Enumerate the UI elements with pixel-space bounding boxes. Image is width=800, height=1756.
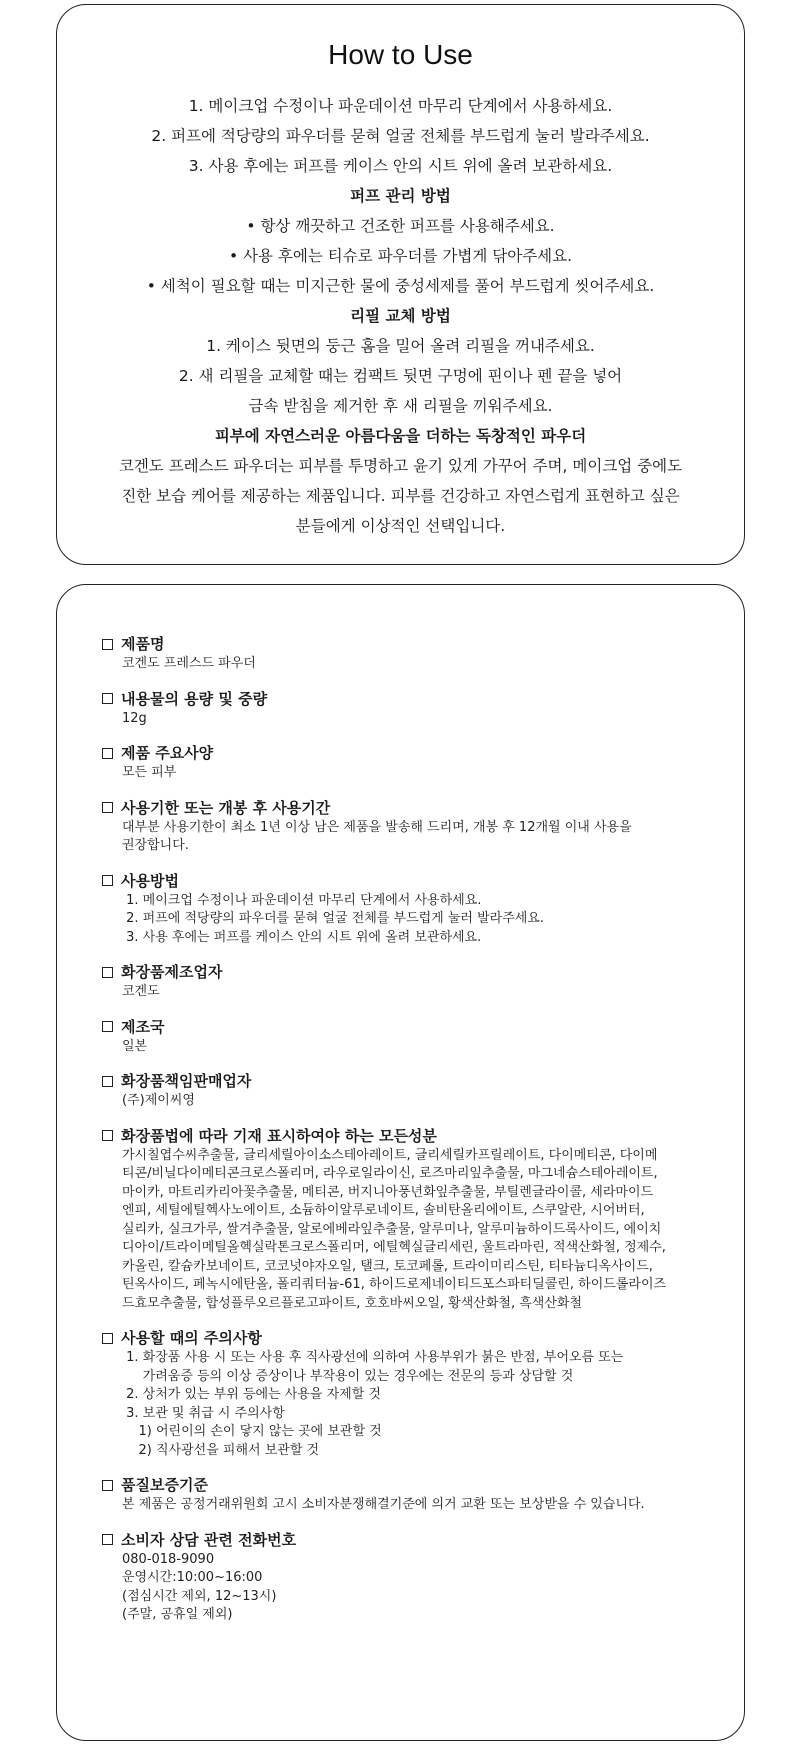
checkbox-icon [102, 802, 113, 813]
info-section [102, 961, 714, 1002]
info-section-text: 디아이/트라이메틸올헥실락톤크로스폴리머, 에틸헥실글리세린, 울트라마린, 적색산화철, 정제수, [122, 1240, 666, 1255]
info-section [102, 1327, 714, 1460]
checkbox-icon [102, 1534, 113, 1545]
info-section-text: 가려움증 등의 이상 증상이나 부작용이 있는 경우에는 전문의 등과 상담할 것 [122, 1368, 574, 1384]
info-section-text: 권장합니다. [122, 838, 189, 853]
info-section [102, 688, 714, 729]
info-section-text: 운영시간:10:00~16:00 [122, 1570, 263, 1585]
info-section-text: 엔피, 세틸에틸헥사노에이트, 소듐하이알루로네이트, 솔비탄올리에이트, 스쿠알란, 시어버터, [122, 1203, 645, 1218]
info-section-title-row [102, 742, 714, 764]
info-section-title: 품질보증기준 [121, 1476, 208, 1494]
checkbox-icon [102, 1076, 113, 1087]
how-to-use-title: How to Use [328, 39, 473, 70]
checkbox-icon [102, 967, 113, 978]
info-section-text: 1) 어린이의 손이 닿지 않는 곳에 보관할 것 [122, 1424, 382, 1439]
info-section-text: 2. 상처가 있는 부위 등에는 사용을 자제할 것 [122, 1387, 381, 1402]
info-section-title: 소비자 상담 관련 전화번호 [121, 1530, 297, 1549]
info-section-text: 12g [122, 710, 147, 726]
info-section-text: 마이카, 마트리카리아꽃추출물, 메티콘, 버지니아풍년화잎추출물, 부틸렌글라이콜, 세라마이드 [122, 1184, 654, 1200]
info-section-title-row [102, 797, 714, 819]
product-info-panel [56, 584, 745, 1741]
info-section [102, 797, 714, 856]
how-to-use-line: 코겐도 프레스드 파우더는 피부를 투명하고 윤기 있게 가꾸어 주며, 메이크업 중에도 [118, 457, 683, 475]
info-section-title: 화장품법에 따라 기재 표시하여야 하는 모든성분 [121, 1126, 437, 1145]
info-section-title-row [102, 1474, 714, 1496]
info-section-text: 본 제품은 공정거래위원회 고시 소비자분쟁해결기준에 의거 교환 또는 보상받을 수 있습니다. [122, 1497, 645, 1512]
info-section-title: 제품 주요사양 [121, 744, 214, 762]
how-to-use-line: 금속 받침을 제거한 후 새 리필을 끼워주세요. [248, 397, 553, 415]
checkbox-icon [102, 693, 113, 704]
info-section-text: 2) 직사광선을 피해서 보관할 것 [122, 1442, 320, 1458]
info-section-text: 티콘/비닐다이메티콘크로스폴리머, 라우로일라이신, 로즈마리잎추출물, 마그네슘스테아레이트, [122, 1166, 658, 1181]
how-to-use-line: 3. 사용 후에는 퍼프를 케이스 안의 시트 위에 올려 보관하세요. [188, 157, 613, 175]
info-section-text: 3. 보관 및 취급 시 주의사항 [122, 1405, 285, 1421]
how-to-use-heading: 퍼프 관리 방법 [350, 187, 451, 205]
how-to-use-line: 2. 새 리필을 교체할 때는 컴팩트 뒷면 구멍에 핀이나 펜 끝을 넣어 [178, 367, 623, 385]
checkbox-icon [102, 1130, 113, 1141]
info-section-text: (주)제이씨영 [122, 1093, 195, 1108]
how-to-use-line: • 항상 깨끗하고 건조한 퍼프를 사용해주세요. [246, 217, 555, 235]
info-section-text: 코겐도 [122, 984, 160, 999]
checkbox-icon [102, 875, 113, 886]
how-to-use-panel [56, 4, 745, 565]
checkbox-icon [102, 748, 113, 759]
info-section-title-row [102, 1529, 714, 1551]
checkbox-icon [102, 1480, 113, 1491]
info-section [102, 742, 714, 783]
how-to-use-line: 진한 보습 케어를 제공하는 제품입니다. 피부를 건강하고 자연스럽게 표현하고 싶은 [121, 487, 680, 505]
info-section-text: 3. 사용 후에는 퍼프를 케이스 안의 시트 위에 올려 보관하세요. [122, 929, 482, 945]
info-section-title: 사용기한 또는 개봉 후 사용기간 [121, 798, 331, 817]
how-to-use-heading: 피부에 자연스러운 아름다움을 더하는 독창적인 파우더 [214, 427, 587, 445]
info-section-title-row [102, 1327, 714, 1349]
checkbox-icon [102, 639, 113, 650]
info-section [102, 633, 714, 674]
checkbox-icon [102, 1333, 113, 1344]
how-to-use-heading: 리필 교체 방법 [350, 307, 451, 325]
how-to-use-line: 분들에게 이상적인 선택입니다. [295, 517, 506, 535]
how-to-use-line: • 세척이 필요할 때는 미지근한 물에 중성세제를 풀어 부드럽게 씻어주세요. [146, 277, 655, 295]
info-section-title: 내용물의 용량 및 중량 [121, 689, 268, 708]
how-to-use-line: 2. 퍼프에 적당량의 파우더를 묻혀 얼굴 전체를 부드럽게 눌러 발라주세요. [151, 127, 650, 145]
info-section-text: 코겐도 프레스드 파우더 [122, 656, 256, 671]
how-to-use-line: 1. 케이스 뒷면의 둥근 홈을 밀어 올려 리필을 꺼내주세요. [206, 337, 595, 355]
info-section-title: 제품명 [121, 635, 165, 653]
info-section-text: 실리카, 실크가루, 쌀겨추출물, 알로에베라잎추출물, 알루미나, 알루미늄하이드록사이드, 에이치 [122, 1221, 662, 1237]
info-section [102, 1474, 714, 1515]
info-section [102, 1529, 714, 1625]
info-section-title-row [102, 1070, 714, 1092]
info-section [102, 1016, 714, 1057]
info-section-title: 사용방법 [121, 871, 179, 890]
info-section-title-row [102, 633, 714, 655]
info-section-title: 화장품제조업자 [121, 963, 223, 981]
info-section-title: 제조국 [121, 1017, 165, 1036]
info-section-text: 드효모추출물, 합성플루오르플로고파이트, 호호바씨오일, 황색산화철, 흑색산화철 [122, 1295, 583, 1311]
info-section-title: 사용할 때의 주의사항 [121, 1329, 262, 1347]
info-section-title-row [102, 961, 714, 983]
info-section-text: 080-018-9090 [122, 1551, 215, 1567]
info-section-text: (주말, 공휴일 제외) [122, 1607, 233, 1622]
info-section [102, 1070, 714, 1111]
info-section-text: 모든 피부 [122, 765, 177, 780]
info-section-text: 일본 [122, 1038, 148, 1054]
info-section-text: 1. 메이크업 수정이나 파운데이션 마무리 단계에서 사용하세요. [122, 892, 482, 908]
info-section-text: 대부분 사용기한이 최소 1년 이상 남은 제품을 발송해 드리며, 개봉 후 12개월 이내 사용을 [122, 819, 632, 835]
info-section-text: 카올린, 칼슘카보네이트, 코코넛야자오일, 탤크, 토코페롤, 트라이미리스틴, 티타늄디옥사이드, [122, 1258, 653, 1274]
how-to-use-line: • 사용 후에는 티슈로 파우더를 가볍게 닦아주세요. [228, 247, 573, 265]
info-section-title-row [102, 1016, 714, 1038]
product-info-sections [102, 633, 714, 1639]
how-to-use-lines [57, 91, 744, 541]
info-section-title: 화장품책임판매업자 [121, 1072, 252, 1090]
how-to-use-line: 1. 메이크업 수정이나 파운데이션 마무리 단계에서 사용하세요. [188, 97, 613, 115]
info-section-text: 가시칠엽수씨추출물, 글리세릴아이소스테아레이트, 글리세릴카프릴레이트, 다이메티콘, 다이메 [122, 1147, 658, 1163]
info-section-text: (점심시간 제외, 12~13시) [122, 1588, 277, 1604]
info-section-text: 2. 퍼프에 적당량의 파우더를 묻혀 얼굴 전체를 부드럽게 눌러 발라주세요. [122, 911, 545, 926]
info-section-title-row [102, 870, 714, 892]
info-section-title-row [102, 688, 714, 710]
info-section-title-row [102, 1125, 714, 1147]
checkbox-icon [102, 1021, 113, 1032]
info-section-text: 틴옥사이드, 페녹시에탄올, 폴리쿼터늄-61, 하이드로제네이티드포스파티딜콜린, 하이드롤라이즈 [122, 1277, 667, 1292]
info-section [102, 870, 714, 948]
info-section-text: 1. 화장품 사용 시 또는 사용 후 직사광선에 의하여 사용부위가 붉은 반점, 부어오름 또는 [122, 1350, 624, 1365]
info-section [102, 1125, 714, 1314]
